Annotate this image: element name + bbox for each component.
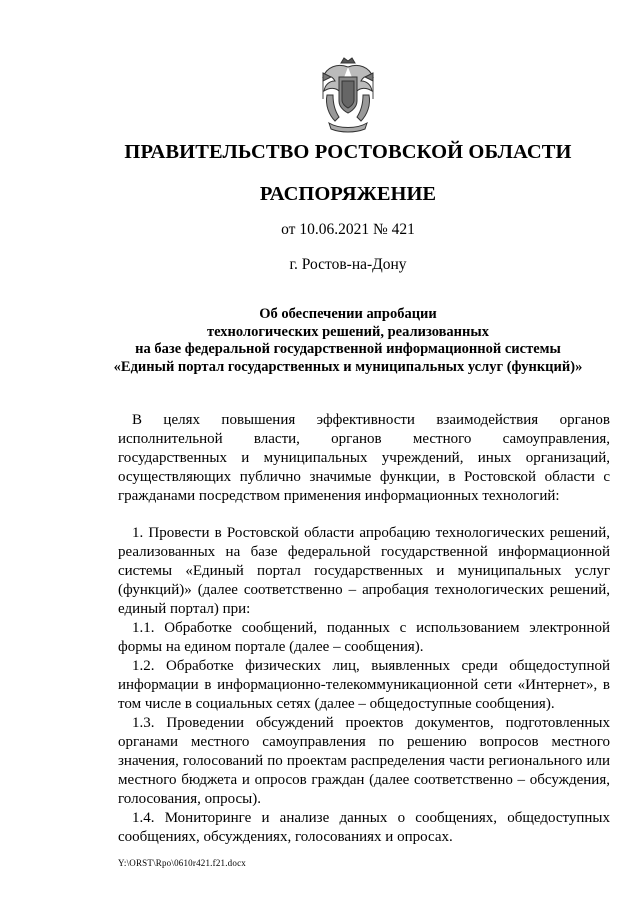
document-city: г. Ростов-на-Дону bbox=[289, 256, 407, 273]
item-1-paragraph: 1. Провести в Ростовской области апробацию технологических решений, реализованных на базе федеральной государственной информационной системы «Единый портал государственных и муниципальных услуг (функций)» (далее соответственно – апробация технологических решений, единый портал) при: bbox=[118, 525, 610, 617]
document-date-number: от 10.06.2021 № 421 bbox=[281, 221, 415, 238]
coat-of-arms-icon bbox=[315, 55, 381, 135]
subject-line: на базе федеральной государственной информационной системы bbox=[135, 341, 561, 357]
organization-title: ПРАВИТЕЛЬСТВО РОСТОВСКОЙ ОБЛАСТИ bbox=[124, 141, 572, 163]
document-subject bbox=[0, 306, 640, 376]
document-body bbox=[118, 411, 610, 847]
subject-line: «Единый портал государственных и муниципальных услуг (функций)» bbox=[113, 358, 583, 375]
item-1-4-paragraph: 1.4. Мониторинге и анализе данных о сообщениях, общедоступных сообщениях, обсуждениях, голосованиях и опросах. bbox=[118, 810, 610, 845]
item-1-1-paragraph: 1.1. Обработке сообщений, поданных с использованием электронной формы на едином портале (далее – сообщения). bbox=[118, 620, 610, 655]
preamble-paragraph: В целях повышения эффективности взаимодействия органов исполнительной власти, органов местного самоуправления, государственных и муниципальных учреждений, иных организаций, осуществляющих публично значимые функции, в Ростовской области с гражданами посредством применения информационных технологий: bbox=[118, 412, 610, 504]
item-1-3-paragraph: 1.3. Проведении обсуждений проектов документов, подготовленных органами местного самоуправления по решению вопросов местного значения, голосований по проектам распределения части регионального или местного бюджета и опросов граждан (далее соответственно – обсуждения, голосования, опросы). bbox=[118, 715, 610, 807]
subject-line: технологических решений, реализованных bbox=[207, 323, 489, 340]
file-path-footer: Y:\ORST\Rpo\0610r421.f21.docx bbox=[118, 858, 246, 868]
document-type: РАСПОРЯЖЕНИЕ bbox=[259, 183, 437, 205]
item-1-2-paragraph: 1.2. Обработке физических лиц, выявленных среди общедоступной информации в информационно-телекоммуникационной сети «Интернет», в том числе в социальных сетях (далее – общедоступные сообщения). bbox=[118, 658, 610, 712]
subject-line: Об обеспечении апробации bbox=[259, 306, 437, 322]
